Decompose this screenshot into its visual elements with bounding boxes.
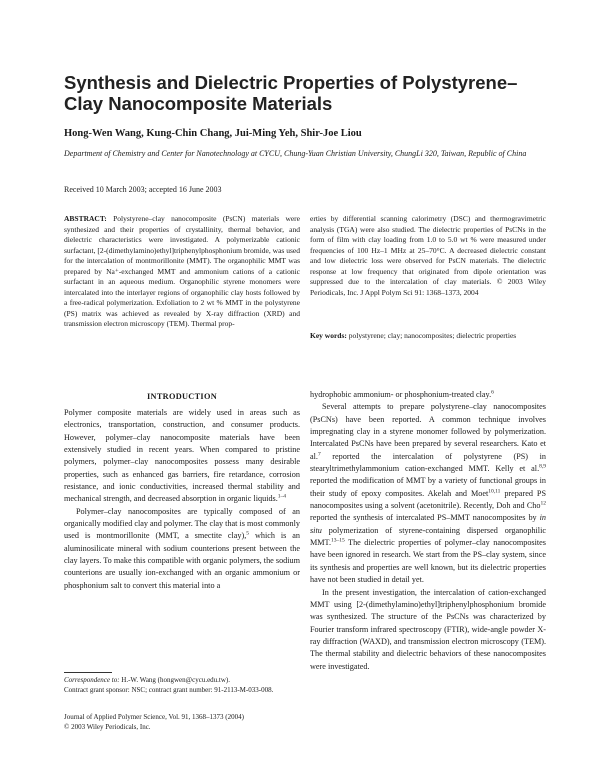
keywords-text: polystyrene; clay; nanocomposites; dielectric properties	[348, 331, 517, 340]
intro-paragraph: In the present investigation, the intercalation of cation-exchanged MMT using [2-(dimethylamino)ethyl]triphenylphosphonium bromide was synthesized. The structure of the PsCNs was characterized by Fourier transform infrared spectroscopy (FTIR), wide-angle powder X-ray diffraction (WAXD), and transmission electron microscopy (TEM). The thermal stability and dielectric behaviors of these nanocomposites were investigated.	[310, 587, 546, 671]
journal-info	[64, 712, 300, 732]
intro-paragraph: Polymer composite materials are widely used in areas such as electronics, transportation, construction, and consumer products. However, polymer–clay nanocomposite materials have been extensively studied in recent years. When compared to pristine polymers, polymer–clay nanocomposites possess many desirable properties, such as enhanced gas barriers, fire retardance, corrosion resistance, and ionic conductivities, increased thermal stability and mechanical strength, and decreased absorption in organic liquids.$^{1-4}$	[64, 408, 300, 504]
abstract-right: erties by differential scanning calorimetry (DSC) and thermogravimetric analysis (TGA) were also studied. The dielectric properties of PsCNs in the form of film with clay loading from 1.0 to 5.0 wt % were measured under frequencies of 100 Hz–1 MHz at 25–70°C. A decreased dielectric constant and low dielectric loss were observed for PsCN materials. The dielectric response at low frequency that originated from dipole orientation was suppressed due to the intercalation of clay materials. © 2003 Wiley Periodicals, Inc. J Appl Polym Sci 91: 1368–1373, 2004	[310, 214, 546, 297]
affiliation: Department of Chemistry and Center for Nanotechnology at CYCU, Chung-Yuan Christian University, ChungLi 320, Taiwan, Republic of China	[64, 149, 527, 158]
abstract-left	[64, 214, 300, 330]
intro-right-column	[310, 389, 546, 673]
abstract-label: ABSTRACT:	[64, 214, 107, 223]
intro-paragraph: Several attempts to prepare polystyrene–clay nanocomposites (PsCNs) have been reported. A common technique involves impregnating clay in a styrene monomer followed by polymerization. Intercalated PsCNs have been prepared by several researchers. Kato et al.$^7$ reported the intercalation of polystyrene (PS) in stearyltrimethylammonium cation-exchanged MMT. Kelly et al.$^{8,9}$ reported the modification of MMT by a variety of functional groups in their study of epoxy composites. Akelah and Moet$^{10,11}$ prepared PS nanocomposites using a solvent (acetonitrile). Recently, Doh and Cho$^{12}$ reported the synthesis of intercalated PS–MMT nanocomposites by in situ polymerization of styrene-containing dispersed organophilic MMT.$^{13-15}$ The dielectric properties of polymer–clay nanocomposites have been ignored in research. We start from the PS–clay system, since its synthesis and properties are well known, but its dielectric properties have not been studied in detail yet.	[310, 402, 546, 585]
abstract-text-left: Polystyrene–clay nanocomposite (PsCN) materials were synthesized and their properties of crystallinity, thermal behavior, and dielectric characteristics were investigated. A polymerizable cationic surfactant, [2-(dimethylamino)ethyl]triphenylphosphonium bromide, was used for the intercalation of montmorillonite (MMT). The organophilic MMT was prepared by Na⁺-exchanged MMT and ammonium cations of a cationic surfactant in an aqueous medium. Organophilic styrene monomers were intercalated into the interlayer regions of organophilic clay hosts followed by a free-radical polymerization. Exfoliation to 2 wt % MMT in the polystyrene (PS) matrix was achieved as revealed by X-ray diffraction (XRD) and transmission electron microscopy (TEM). Thermal prop-	[64, 214, 301, 328]
footnote	[64, 675, 300, 695]
section-heading-introduction: INTRODUCTION	[147, 392, 217, 401]
grant-info: Contract grant sponsor: NSC; contract grant number: 91-2113-M-033-008.	[64, 686, 274, 694]
copyright: © 2003 Wiley Periodicals, Inc.	[64, 723, 151, 731]
paper-title: Synthesis and Dielectric Properties of Polystyrene–Clay Nanocomposite Materials	[64, 72, 518, 114]
intro-paragraph: Polymer–clay nanocomposites are typically composed of an organically modified clay and polymer. The clay that is most commonly used is montmorillonite (MMT, a smectite clay),$^5$ which is an aluminosilicate mineral with sodium counterions present between the clay layers. To make this compatible with organic polymers, the sodium counterions are usually ion-exchanged with an organic ammonium or phosphonium salt to convert this material into a	[64, 506, 300, 590]
journal-citation: Journal of Applied Polymer Science, Vol. 91, 1368–1373 (2004)	[64, 713, 244, 721]
correspondence: Correspondence to: H.-W. Wang (hongwen@cycu.edu.tw).	[64, 676, 231, 684]
footnote-divider	[64, 672, 112, 673]
keywords	[310, 331, 546, 342]
keywords-label: Key words:	[310, 331, 347, 340]
authors: Hong-Wen Wang, Kung-Chin Chang, Jui-Ming Yeh, Shir-Joe Liou	[64, 128, 362, 139]
intro-paragraph: hydrophobic ammonium- or phosphonium-treated clay.$^6$	[310, 389, 494, 399]
received-date: Received 10 March 2003; accepted 16 June 2003	[64, 185, 222, 194]
intro-left-column	[64, 407, 300, 592]
